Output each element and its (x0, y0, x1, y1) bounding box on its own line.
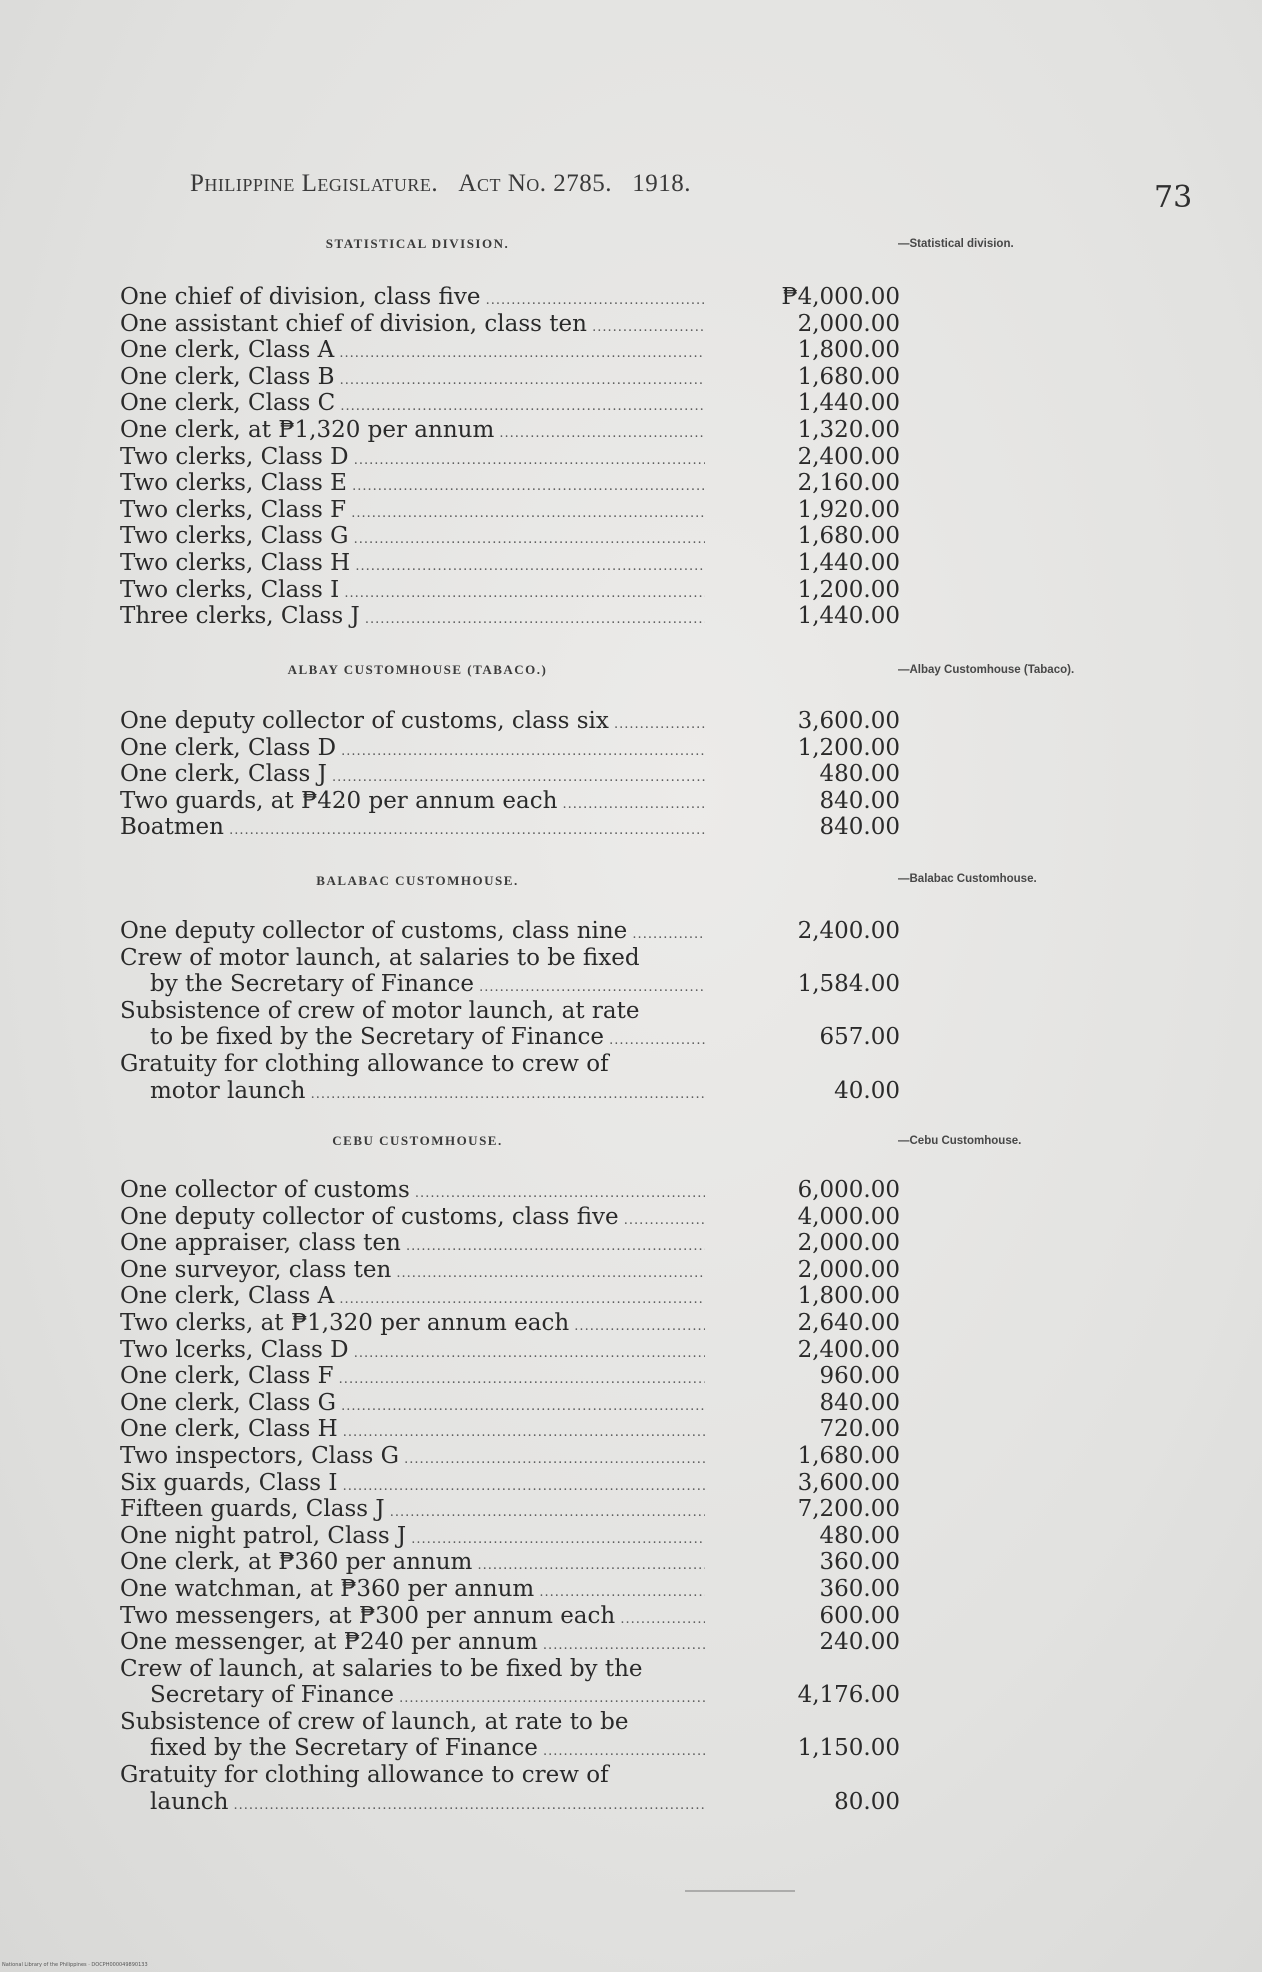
line-item (120, 390, 900, 417)
line-item-description: Gratuity for clothing allowance to crew of (120, 1762, 609, 1789)
line-item-description: One clerk, Class C ..... (120, 390, 705, 420)
line-item-description: One chief of division, class five ..... (120, 284, 705, 314)
line-item-description: One appraiser, class ten ..... (120, 1230, 705, 1260)
margin-note: —Cebu Customhouse. (898, 1135, 1022, 1147)
line-item (120, 1576, 900, 1603)
line-item-description: by the Secretary of Finance ..... (120, 971, 705, 1001)
line-item (120, 1523, 900, 1550)
line-item-amount: 480.00 (819, 761, 900, 788)
line-item-amount: 2,400.00 (797, 918, 900, 944)
line-item-amount: 2,000.00 (797, 1230, 900, 1257)
line-item-amount: 840.00 (819, 814, 900, 841)
line-items (120, 1177, 900, 1815)
line-item-description: One clerk, Class D ..... (120, 735, 705, 765)
margin-note: —Albay Customhouse (Tabaco). (898, 664, 1075, 676)
line-item-description: Two clerks, Class F ..... (120, 497, 705, 527)
line-item-amount: 1,440.00 (797, 549, 900, 576)
line-item (120, 1549, 900, 1576)
line-item-amount: 360.00 (819, 1549, 900, 1576)
line-item-description: One collector of customs ..... (120, 1177, 705, 1207)
line-item-amount: 600.00 (819, 1602, 900, 1629)
line-item (120, 337, 900, 364)
line-item (120, 1283, 900, 1310)
line-item-description: One deputy collector of customs, class six ..... (120, 708, 705, 738)
line-item-amount: 840.00 (819, 787, 900, 814)
line-item-description: Two clerks, Class E ..... (120, 470, 705, 500)
line-item-description: One clerk, at ₱1,320 per annum ..... (120, 417, 705, 447)
line-item-description: Two clerks, Class H ..... (120, 550, 705, 580)
line-item (120, 497, 900, 524)
line-item (120, 1204, 900, 1231)
line-item-description: Fifteen guards, Class J ..... (120, 1496, 705, 1526)
line-item (120, 1735, 900, 1762)
line-item (120, 1470, 900, 1497)
line-item-amount: 2,000.00 (797, 310, 900, 337)
line-item (120, 470, 900, 497)
line-item-description: One clerk, Class B ..... (120, 364, 705, 394)
line-item-description: Six guards, Class I ..... (120, 1470, 705, 1500)
line-item-amount: 7,200.00 (797, 1496, 900, 1523)
line-item-amount: 1,680.00 (797, 363, 900, 390)
line-item (120, 1363, 900, 1390)
line-item (120, 1390, 900, 1417)
line-item-amount: 1,680.00 (797, 523, 900, 550)
line-item (120, 1496, 900, 1523)
line-item-amount: 6,000.00 (797, 1177, 900, 1203)
line-item-amount: 1,800.00 (797, 1283, 900, 1310)
line-item-description: One deputy collector of customs, class five ..... (120, 1204, 705, 1234)
bottom-rule (685, 1890, 795, 1892)
line-item-description: Subsistence of crew of motor launch, at rate (120, 997, 640, 1024)
line-item (120, 998, 900, 1025)
margin-note: —Statistical division. (898, 238, 1014, 250)
line-item-amount: 1,440.00 (797, 390, 900, 417)
line-item-description: Two inspectors, Class G ..... (120, 1443, 705, 1473)
section-title: ALBAY CUSTOMHOUSE (TABACO.) (287, 662, 548, 677)
line-item-description: One clerk, Class F ..... (120, 1363, 705, 1393)
line-item (120, 284, 900, 311)
line-item (120, 918, 900, 945)
line-item (120, 1177, 900, 1204)
section-title: BALABAC CUSTOMHOUSE. (316, 873, 519, 888)
section-title: STATISTICAL DIVISION. (325, 236, 510, 251)
line-item (120, 814, 900, 841)
line-item-description: Boatmen ..... (120, 814, 705, 844)
line-item (120, 1762, 900, 1789)
line-item-amount: 1,680.00 (797, 1442, 900, 1469)
line-item (120, 1709, 900, 1736)
line-item-amount: 40.00 (834, 1077, 900, 1104)
line-item-amount: 1,150.00 (797, 1735, 900, 1762)
line-item-description: One night patrol, Class J ..... (120, 1523, 705, 1553)
line-item (120, 1682, 900, 1709)
line-item-description: Secretary of Finance ..... (120, 1682, 705, 1712)
line-item-description: One clerk, Class A ..... (120, 337, 705, 367)
line-items (120, 284, 900, 630)
line-item (120, 577, 900, 604)
line-item-amount: 2,640.00 (797, 1309, 900, 1336)
line-item-description: Crew of launch, at salaries to be fixed by the (120, 1655, 643, 1682)
line-item (120, 788, 900, 815)
line-item-description: One clerk, at ₱360 per annum ..... (120, 1549, 705, 1579)
line-item-amount: 2,160.00 (797, 470, 900, 497)
line-item-description: Two guards, at ₱420 per annum each ..... (120, 788, 705, 818)
line-item-amount: 1,920.00 (797, 496, 900, 523)
line-item (120, 1603, 900, 1630)
footer-note: National Library of the Philippines · DOCPH000049890133 (2, 1962, 148, 1968)
line-item-description: Subsistence of crew of launch, at rate to be (120, 1708, 629, 1735)
line-item (120, 1337, 900, 1364)
line-item (120, 1230, 900, 1257)
line-item-description: Crew of motor launch, at salaries to be fixed (120, 944, 640, 971)
line-item-description: Two clerks, at ₱1,320 per annum each ..... (120, 1310, 705, 1340)
line-item (120, 364, 900, 391)
line-item-amount: 1,584.00 (797, 971, 900, 998)
line-item-description: Two clerks, Class G ..... (120, 523, 705, 553)
line-item-description: Two lcerks, Class D ..... (120, 1337, 705, 1367)
line-items (120, 918, 900, 1104)
line-item-amount: 3,600.00 (797, 708, 900, 734)
line-item (120, 311, 900, 338)
section-title: CEBU CUSTOMHOUSE. (332, 1133, 503, 1148)
line-item-description: Gratuity for clothing allowance to crew of (120, 1050, 609, 1077)
header-legislature: Philippine Legislature. (190, 170, 439, 197)
line-item (120, 945, 900, 972)
line-item (120, 1443, 900, 1470)
line-item (120, 971, 900, 998)
line-item-amount: 1,800.00 (797, 337, 900, 364)
line-item-description: One clerk, Class G ..... (120, 1390, 705, 1420)
line-item-description: to be fixed by the Secretary of Finance ..... (120, 1024, 705, 1054)
line-item (120, 417, 900, 444)
line-item (120, 444, 900, 471)
line-item-amount: 720.00 (819, 1416, 900, 1443)
line-item-amount: 80.00 (834, 1788, 900, 1815)
line-item-amount: 4,176.00 (797, 1682, 900, 1709)
line-item-description: Three clerks, Class J ..... (120, 603, 705, 633)
line-item (120, 1051, 900, 1078)
line-items (120, 708, 900, 841)
line-item (120, 761, 900, 788)
line-item-amount: 840.00 (819, 1389, 900, 1416)
header-year: 1918. (632, 170, 692, 197)
line-item (120, 523, 900, 550)
line-item (120, 1416, 900, 1443)
line-item-description: One deputy collector of customs, class nine ..... (120, 918, 705, 948)
line-item (120, 708, 900, 735)
line-item (120, 1257, 900, 1284)
line-item-description: One clerk, Class J ..... (120, 761, 705, 791)
line-item-description: Two messengers, at ₱300 per annum each ..... (120, 1603, 705, 1633)
line-item-amount: 1,200.00 (797, 576, 900, 603)
line-item-description: One clerk, Class H ..... (120, 1416, 705, 1446)
line-item-description: One surveyor, class ten ..... (120, 1257, 705, 1287)
line-item-description: fixed by the Secretary of Finance ..... (120, 1735, 705, 1765)
line-item-amount: 657.00 (819, 1024, 900, 1051)
line-item-amount: 960.00 (819, 1363, 900, 1390)
line-item (120, 1078, 900, 1105)
line-item-amount: 1,440.00 (797, 603, 900, 630)
line-item (120, 1789, 900, 1816)
header-act: Act No. 2785. (458, 170, 613, 197)
page-number: 73 (1154, 180, 1193, 215)
line-item (120, 603, 900, 630)
line-item (120, 1024, 900, 1051)
line-item-amount: 2,400.00 (797, 443, 900, 470)
line-item-description: Two clerks, Class I ..... (120, 577, 705, 607)
line-item-description: launch ..... (120, 1789, 705, 1819)
line-item-amount: ₱4,000.00 (781, 284, 900, 310)
line-item (120, 1656, 900, 1683)
line-item-amount: 3,600.00 (797, 1469, 900, 1496)
line-item-description: One clerk, Class A ..... (120, 1283, 705, 1313)
line-item-amount: 1,320.00 (797, 416, 900, 443)
line-item-amount: 240.00 (819, 1629, 900, 1656)
line-item-description: One messenger, at ₱240 per annum ..... (120, 1629, 705, 1659)
line-item (120, 550, 900, 577)
line-item (120, 1629, 900, 1656)
line-item-amount: 1,200.00 (797, 734, 900, 761)
line-item-description: One watchman, at ₱360 per annum ..... (120, 1576, 705, 1606)
line-item-description: motor launch ..... (120, 1078, 705, 1108)
line-item-amount: 360.00 (819, 1575, 900, 1602)
margin-note: —Balabac Customhouse. (898, 873, 1037, 885)
line-item-amount: 2,000.00 (797, 1256, 900, 1283)
line-item-amount: 4,000.00 (797, 1203, 900, 1230)
running-header (190, 170, 691, 198)
line-item-description: One assistant chief of division, class ten ..... (120, 311, 705, 341)
line-item-amount: 480.00 (819, 1522, 900, 1549)
line-item-description: Two clerks, Class D ..... (120, 444, 705, 474)
line-item (120, 1310, 900, 1337)
line-item-amount: 2,400.00 (797, 1336, 900, 1363)
line-item (120, 735, 900, 762)
